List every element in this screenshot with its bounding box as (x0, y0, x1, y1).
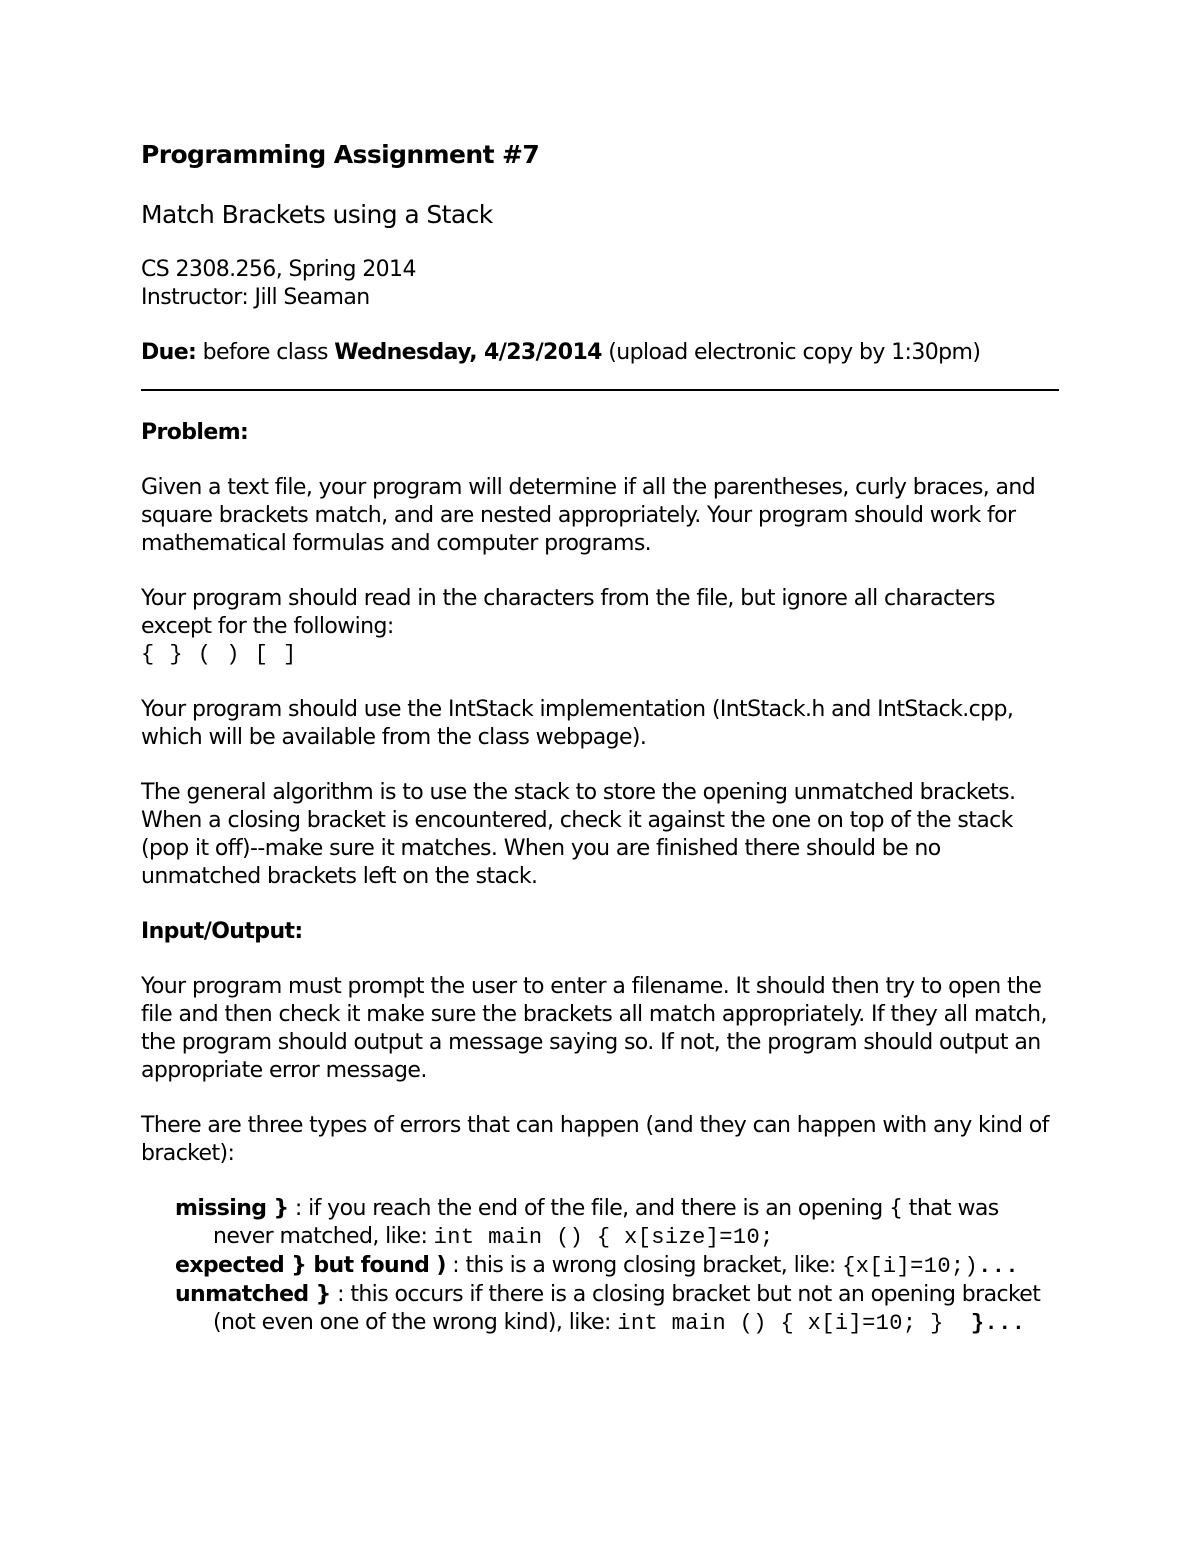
io-paragraph-1: Your program must prompt the user to enter a filename. It should then try to open the file and then check it make sure the brackets all match appropriately. If they all match, the program should output a message saying so. If not, the program should output an appropriate error message. (141, 974, 1047, 1083)
page-subtitle: Match Brackets using a Stack (141, 200, 493, 229)
assignment-page (141, 140, 1059, 1338)
instructor-line: Instructor: Jill Seaman (141, 285, 370, 310)
error-list (141, 1195, 1059, 1338)
error-item-unmatched (175, 1281, 1059, 1338)
error-code-tail: }... (970, 1311, 1026, 1336)
horizontal-rule (141, 389, 1059, 391)
error-description: : this is a wrong closing bracket, like: (445, 1253, 843, 1278)
error-code-example: int main () { x[i]=10; } (617, 1311, 971, 1336)
problem-paragraph-1: Given a text file, your program will determine if all the parentheses, curly braces, and square brackets match, and are nested appropriately. Your program should work for mathematical formulas and computer programs. (141, 475, 1036, 556)
error-continuation: never matched, like: (213, 1224, 434, 1249)
error-description: : this occurs if there is a closing bracket but not an opening bracket (330, 1282, 1041, 1307)
problem-paragraph-3: Your program should use the IntStack implementation (IntStack.h and IntStack.cpp, which will be available from the class webpage). (141, 697, 1014, 750)
error-code-tail: ... (978, 1254, 1019, 1279)
problem-paragraph-4: The general algorithm is to use the stack to store the opening unmatched brackets. When a closing bracket is encountered, check it against the one on top of the stack (pop it off)--make sure it matches. When you are finished there should be no unmatched brackets left on the stack. (141, 780, 1016, 889)
error-item-expected (175, 1252, 1059, 1281)
io-paragraph-2: There are three types of errors that can happen (and they can happen with any kind of bracket): (141, 1113, 1049, 1166)
error-item-missing (175, 1195, 1059, 1252)
error-code-example: {x[i]=10;) (842, 1254, 979, 1279)
due-line (141, 339, 1059, 367)
problem-heading: Problem: (141, 420, 249, 445)
error-term: unmatched } (175, 1282, 331, 1307)
bracket-characters: { } ( ) [ ] (141, 642, 298, 667)
page-title: Programming Assignment #7 (141, 140, 540, 169)
error-code-example: int main () { x[size]=10; (433, 1225, 774, 1250)
error-term: missing } (175, 1196, 289, 1221)
problem-paragraph-2: Your program should read in the characters from the file, but ignore all characters except for the following: (141, 586, 995, 639)
error-description: : if you reach the end of the file, and there is an opening { that was (288, 1196, 999, 1221)
due-label: Due: (141, 340, 197, 365)
due-date: Wednesday, 4/23/2014 (334, 340, 602, 365)
due-before: before class (196, 340, 335, 365)
error-continuation: (not even one of the wrong kind), like: (213, 1310, 618, 1335)
due-after: (upload electronic copy by 1:30pm) (601, 340, 981, 365)
course-line: CS 2308.256, Spring 2014 (141, 257, 416, 282)
error-term: expected } but found ) (175, 1253, 446, 1278)
io-heading: Input/Output: (141, 919, 303, 944)
